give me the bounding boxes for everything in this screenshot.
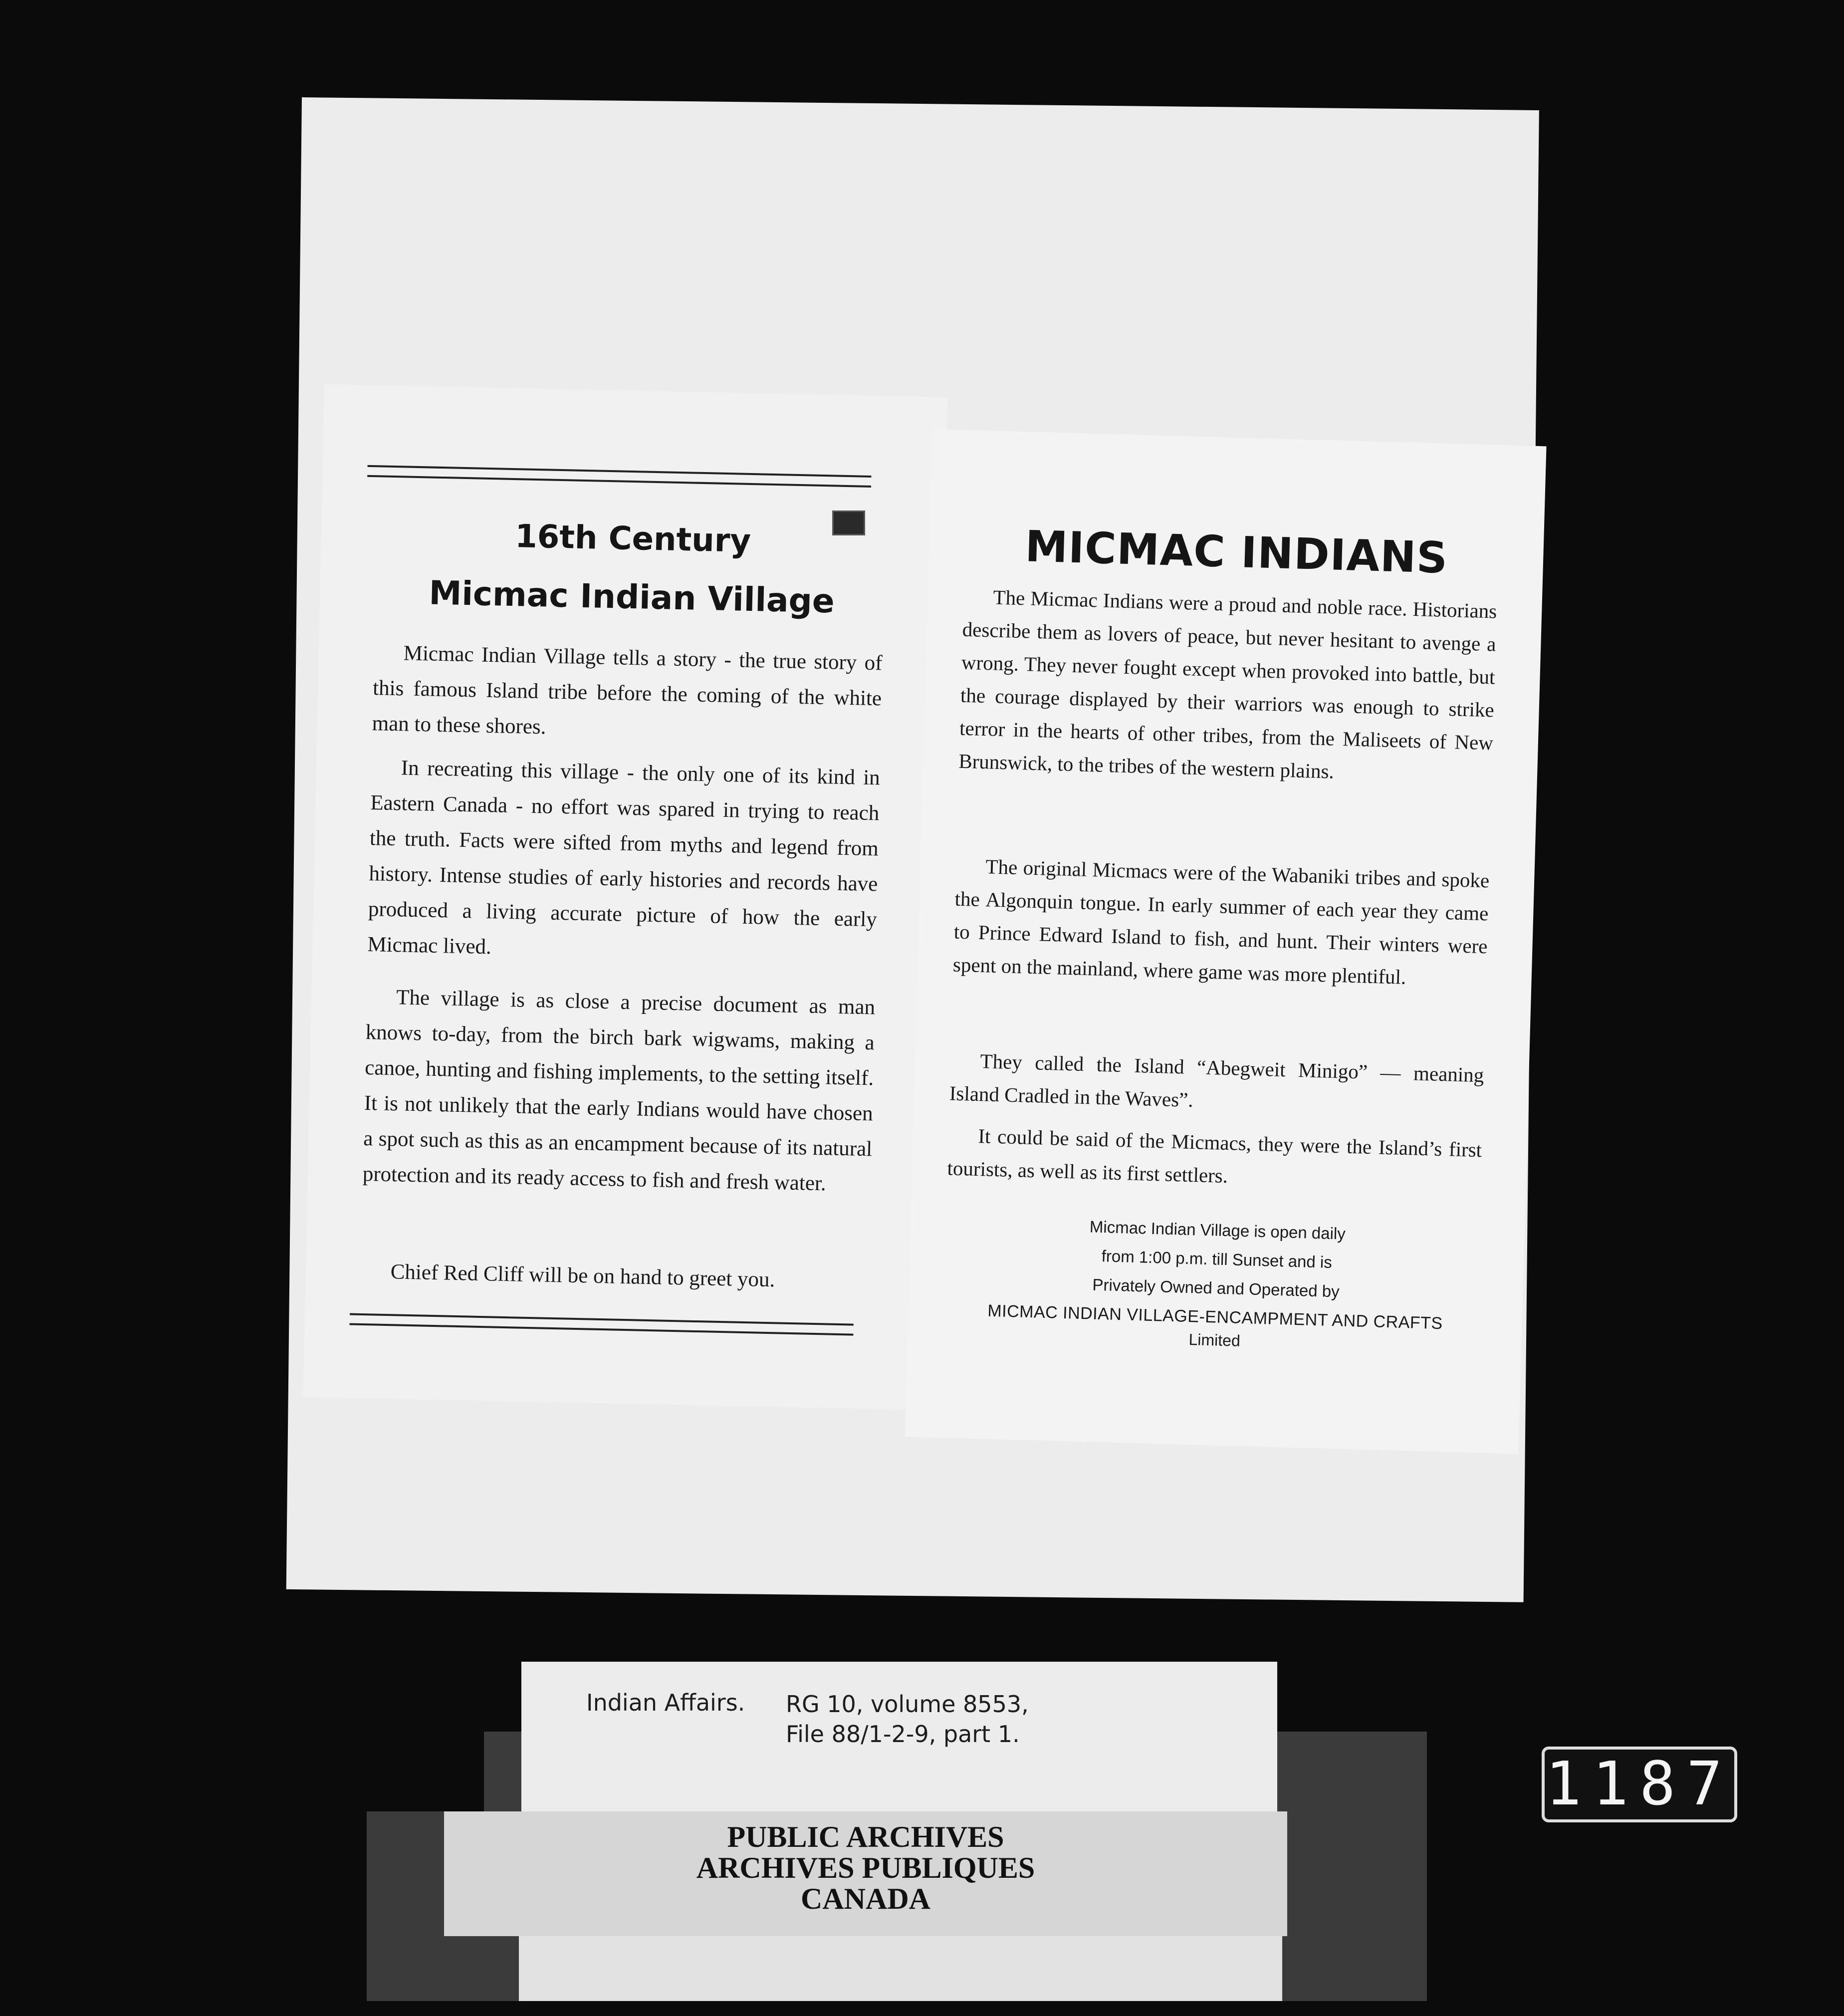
frame-notch <box>367 1732 484 1811</box>
paragraph-text: Chief Red Cliff will be on hand to greet you. <box>390 1260 775 1292</box>
reference-block <box>786 1689 1029 1749</box>
paragraph-text: It could be said of the Micmacs, they were the Island’s first tourists, as well as its first settlers. <box>947 1124 1482 1188</box>
reference-line-1: RG 10, volume 8553, <box>786 1691 1029 1718</box>
left-paragraph-1 <box>372 635 883 752</box>
stamp-line-3: CANADA <box>801 1882 930 1915</box>
department-label: Indian Affairs. <box>586 1689 745 1716</box>
paragraph-text: The original Micmacs were of the Wabaniki tribes and spoke the Algonquin tongue. In early summer of each year they came to Prince Edward Island to fish, and hunt. Their winters were spent on the mainland, where game was more plentiful. <box>952 855 1490 989</box>
left-paragraph-2 <box>367 750 881 973</box>
right-paragraph-4 <box>947 1118 1482 1199</box>
bottom-double-rule <box>350 1313 854 1335</box>
paper-clip-icon <box>832 510 865 535</box>
archive-reference-label <box>521 1662 1277 1811</box>
reference-line-2: File 88/1-2-9, part 1. <box>786 1721 1020 1748</box>
top-double-rule <box>367 465 871 488</box>
right-paragraph-1 <box>958 580 1498 792</box>
left-title-line1: 16th Century <box>514 518 751 560</box>
paragraph-text: They called the Island “Abegweit Minigo” — meaning Island Cradled in the Waves”. <box>949 1049 1484 1112</box>
stamp-line-2: ARCHIVES PUBLIQUES <box>696 1851 1035 1884</box>
right-paragraph-2 <box>952 849 1490 996</box>
paragraph-text: Micmac Indian Village tells a story - the true story of this famous Island tribe before the coming of the white man to these shores. <box>372 641 883 739</box>
credits-line-2: from 1:00 p.m. till Sunset and is <box>1101 1247 1333 1271</box>
right-paragraph-3 <box>949 1043 1484 1124</box>
brochure-right-panel <box>905 429 1547 1454</box>
credits-line-3: Privately Owned and Operated by <box>1092 1275 1340 1301</box>
left-paragraph-3 <box>362 979 876 1202</box>
stamp-line-1: PUBLIC ARCHIVES <box>727 1820 1004 1853</box>
bottom-paper-strip <box>519 1936 1282 2001</box>
paragraph-text: The village is as close a precise document as man knows to-day, from the birch bark wigwams, making a canoe, hunting and fishing implements, to the setting itself. It is not unlikely that the early Indians would have chosen a spot such as this as an encampment because of its natural protection and its ready access to fish and fresh water. <box>362 986 876 1196</box>
left-title-line2: Micmac Indian Village <box>428 573 835 621</box>
right-title: MICMAC INDIANS <box>1024 521 1449 583</box>
credits-limited: Limited <box>1188 1330 1241 1350</box>
paragraph-text: In recreating this village - the only one of its kind in Eastern Canada - no effort was spared in trying to reach the truth. Facts were sifted from myths and legend from history. Intense studies of early histories and records have produced a living accurate picture of how the early Micmac lived. <box>367 756 881 959</box>
left-paragraph-4 <box>360 1254 870 1299</box>
credits-block <box>908 1207 1525 1357</box>
public-archives-stamp <box>444 1811 1287 1936</box>
brochure-left-panel <box>303 384 947 1410</box>
frame-number: 1187 <box>1542 1747 1737 1822</box>
credits-line-1: Micmac Indian Village is open daily <box>1089 1217 1346 1243</box>
credits-company: MICMAC INDIAN VILLAGE-ENCAMPMENT AND CRAFTS <box>987 1301 1443 1333</box>
paragraph-text: The Micmac Indians were a proud and noble race. Historians describe them as lovers of peace, but never hesitant to avenge a wrong. They never fought except when provoked into battle, but the courage displayed by their warriors was enough to strike terror in the hearts of other tribes, from the Maliseets of New Brunswick, to the tribes of the western plains. <box>958 585 1497 783</box>
